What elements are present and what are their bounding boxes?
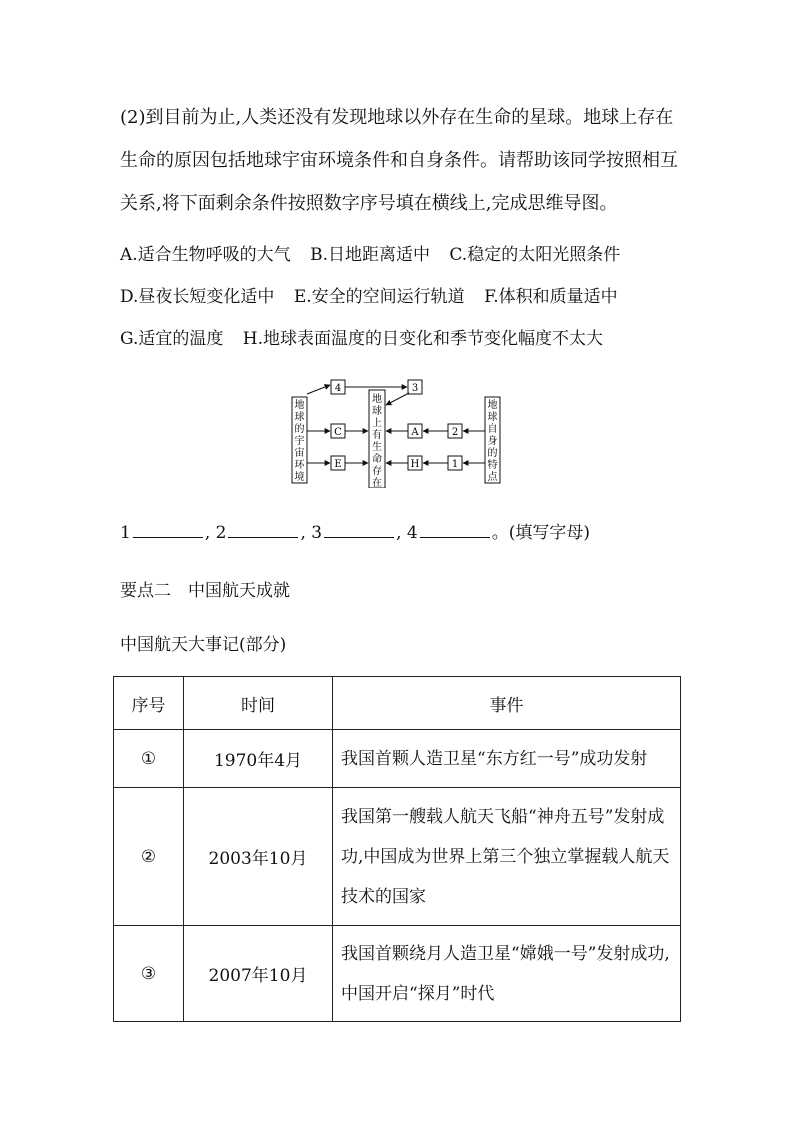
feature-char: 身 (487, 436, 498, 447)
life-char: 在 (372, 478, 382, 488)
separator: , (204, 523, 211, 543)
options-row (120, 234, 700, 276)
separator: , (300, 523, 306, 543)
answer-instruction: 。(填写字母) (491, 523, 591, 543)
life-char: 命 (372, 454, 382, 465)
blank-number-3: 3 (311, 523, 323, 543)
row-event: 我国首颗绕月人造卫星“嫦娥一号”发射成功,中国开启“探月”时代 (333, 926, 681, 1022)
box-e-label: E (334, 459, 342, 470)
table-header-row (114, 677, 681, 730)
row-event: 我国第一艘载人航天飞船“神舟五号”发射成功,中国成为世界上第三个独立掌握载人航天技术的国家 (333, 788, 681, 926)
box-a-label: A (411, 427, 419, 438)
option-g: G.适宜的温度 (120, 329, 224, 349)
box-3-label: 3 (411, 383, 419, 394)
option-c: C.稳定的太阳光照条件 (449, 245, 621, 265)
feature-char: 地 (487, 400, 498, 411)
life-char: 生 (372, 442, 382, 453)
cosmic-environment-label (295, 398, 306, 483)
answer-blank-1[interactable] (133, 521, 203, 538)
row-index: ③ (114, 926, 184, 1022)
separator: , (396, 523, 402, 543)
life-char: 球 (372, 406, 382, 417)
arrow-to-4 (307, 385, 330, 394)
option-f: F.体积和质量适中 (484, 287, 618, 307)
row-time: 1970年4月 (184, 730, 333, 788)
option-d: D.昼夜长短变化适中 (120, 287, 275, 307)
row-time: 2007年10月 (184, 926, 333, 1022)
options-row (120, 276, 700, 318)
answer-blanks-line (120, 518, 590, 543)
table-title: 中国航天大事记(部分) (120, 635, 287, 655)
options-list (120, 234, 700, 360)
box-c-label: C (334, 427, 342, 438)
cosmic-char: 地 (294, 400, 305, 411)
row-index: ② (114, 788, 184, 926)
row-time: 2003年10月 (184, 788, 333, 926)
row-event: 我国首颗人造卫星“东方红一号”成功发射 (333, 730, 681, 788)
option-e: E.安全的空间运行轨道 (293, 287, 465, 307)
feature-char: 点 (487, 472, 498, 483)
arrow-3-to-center (386, 393, 409, 405)
life-char: 有 (372, 430, 382, 441)
answer-blank-2[interactable] (228, 521, 298, 538)
blank-number-4: 4 (406, 523, 418, 543)
table-row (114, 926, 681, 1022)
option-a: A.适合生物呼吸的大气 (120, 245, 291, 265)
box-2-label: 2 (451, 427, 459, 438)
box-h-label: H (410, 459, 420, 470)
cosmic-char: 环 (294, 460, 305, 471)
table-row (114, 730, 681, 788)
option-b: B.日地距离适中 (310, 245, 430, 265)
answer-blank-3[interactable] (324, 521, 394, 538)
cosmic-char: 宙 (294, 448, 305, 459)
options-row (120, 318, 700, 360)
question-paragraph: (2)到目前为止,人类还没有发现地球以外存在生命的星球。地球上存在生命的原因包括地球宇宙环境条件和自身条件。请帮助该同学按照相互关系,将下面剩余条件按照数字序号填在横线上,完成思维导图。 (120, 107, 678, 214)
blank-number-1: 1 (120, 523, 131, 543)
section-title: 要点二 中国航天成就 (120, 581, 290, 601)
cosmic-char: 境 (294, 472, 305, 483)
feature-char: 自 (487, 424, 498, 435)
life-char: 上 (372, 418, 382, 429)
header-time: 时间 (184, 677, 333, 730)
cosmic-char: 的 (294, 424, 305, 435)
option-h: H.地球表面温度的日变化和季节变化幅度不太大 (242, 329, 604, 349)
header-event: 事件 (333, 677, 681, 730)
feature-char: 特 (487, 460, 498, 471)
feature-char: 的 (487, 448, 498, 459)
answer-blank-4[interactable] (420, 521, 490, 538)
space-events-table (113, 676, 681, 1022)
life-exists-label (372, 392, 382, 488)
feature-char: 球 (487, 412, 498, 423)
blank-number-2: 2 (215, 523, 227, 543)
box-4-label: 4 (334, 383, 342, 394)
life-char: 存 (372, 466, 382, 477)
header-index: 序号 (114, 677, 184, 730)
cosmic-char: 球 (294, 412, 305, 423)
row-index: ① (114, 730, 184, 788)
life-char: 地 (372, 394, 382, 405)
earth-features-label (488, 398, 499, 483)
mind-map-diagram (285, 372, 510, 492)
cosmic-char: 宇 (294, 436, 305, 447)
box-1-label: 1 (451, 459, 459, 470)
table-row (114, 788, 681, 926)
